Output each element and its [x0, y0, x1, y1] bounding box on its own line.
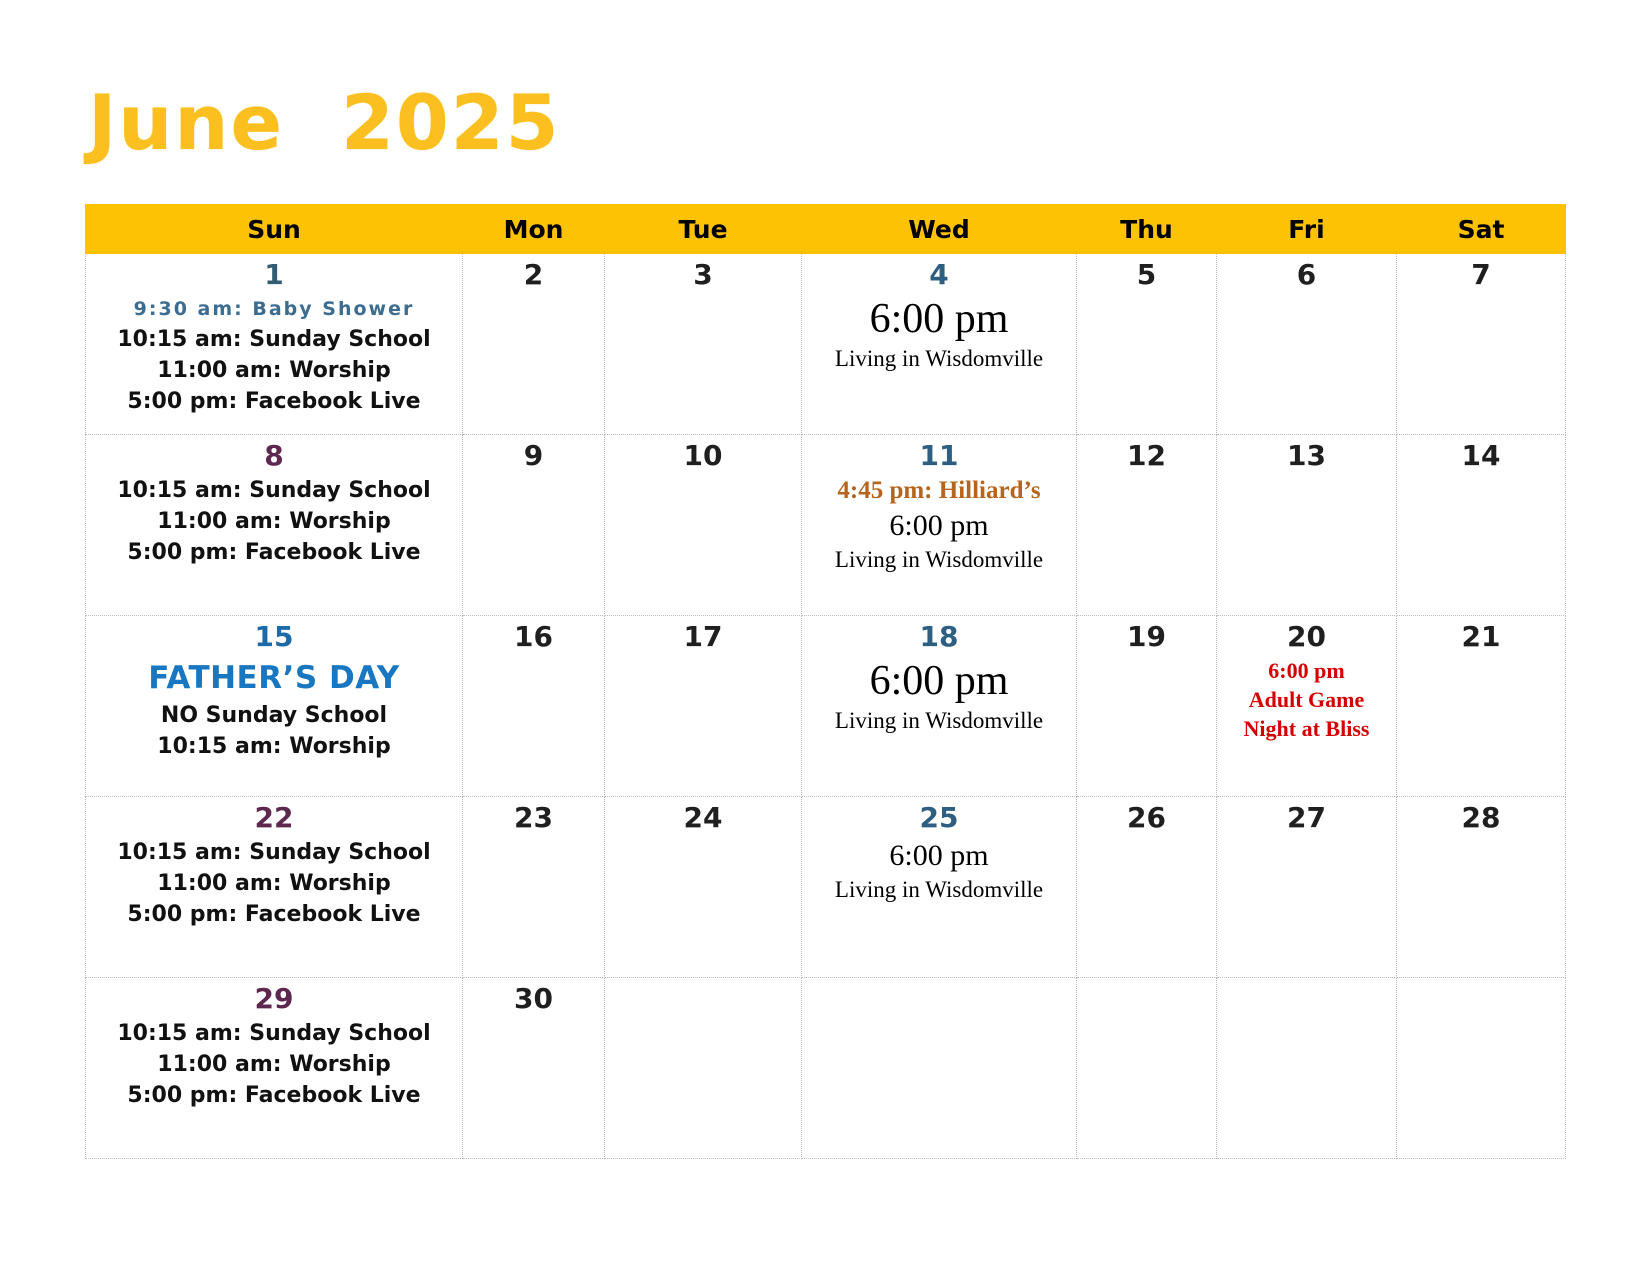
- event-item: 10:15 am: Sunday School: [117, 327, 431, 352]
- event-item: 5:00 pm: Facebook Live: [127, 902, 421, 927]
- calendar-day-cell-27[interactable]: [1217, 797, 1397, 978]
- day-number: 12: [1127, 439, 1166, 472]
- calendar-day-cell-empty: [1077, 978, 1217, 1159]
- calendar-week-row: [86, 254, 1566, 435]
- calendar-day-cell-empty: [802, 978, 1077, 1159]
- event-item: 10:15 am: Sunday School: [117, 1021, 431, 1046]
- calendar-day-cell-20[interactable]: [1217, 616, 1397, 797]
- day-number: 19: [1127, 620, 1166, 653]
- event-item: Night at Bliss: [1243, 716, 1370, 741]
- day-number: 21: [1461, 620, 1501, 653]
- calendar-day-cell-18[interactable]: [802, 616, 1077, 797]
- calendar-day-cell-16[interactable]: [463, 616, 605, 797]
- calendar-day-cell-2[interactable]: [463, 254, 605, 435]
- event-item: 11:00 am: Worship: [157, 871, 391, 896]
- event-item: Living in Wisdomville: [834, 346, 1044, 371]
- day-number: 18: [919, 620, 959, 653]
- weekday-header-sat: Sat: [1397, 205, 1566, 254]
- day-number: 28: [1461, 801, 1501, 834]
- calendar-day-cell-22[interactable]: [86, 797, 463, 978]
- weekday-header-fri: Fri: [1217, 205, 1397, 254]
- calendar-day-cell-empty: [605, 978, 802, 1159]
- day-number: 15: [254, 620, 294, 653]
- day-number: 11: [919, 439, 959, 472]
- event-item: 11:00 am: Worship: [157, 509, 391, 534]
- event-item: 10:15 am: Sunday School: [117, 478, 431, 503]
- day-number: 14: [1461, 439, 1501, 472]
- calendar-day-cell-10[interactable]: [605, 435, 802, 616]
- calendar-day-cell-1[interactable]: [86, 254, 463, 435]
- weekday-header-row: [86, 205, 1566, 254]
- event-item: 6:00 pm: [869, 658, 1009, 704]
- weekday-header-wed: Wed: [802, 205, 1077, 254]
- day-number: 26: [1127, 801, 1166, 834]
- calendar-day-cell-8[interactable]: [86, 435, 463, 616]
- page-title: June 2025: [88, 78, 561, 167]
- calendar-day-cell-17[interactable]: [605, 616, 802, 797]
- day-number: 13: [1287, 439, 1326, 472]
- day-number: 30: [514, 982, 553, 1015]
- day-number: 20: [1287, 620, 1326, 653]
- day-number: 7: [1471, 258, 1491, 291]
- event-item: 5:00 pm: Facebook Live: [127, 540, 421, 565]
- day-number: 9: [523, 439, 544, 472]
- calendar-day-cell-7[interactable]: [1397, 254, 1566, 435]
- calendar-week-row: [86, 978, 1566, 1159]
- day-number: 23: [514, 801, 553, 834]
- event-item: 11:00 am: Worship: [157, 1052, 391, 1077]
- event-item: Living in Wisdomville: [834, 708, 1044, 733]
- day-number: 8: [264, 439, 284, 472]
- calendar-day-cell-3[interactable]: [605, 254, 802, 435]
- weekday-header-mon: Mon: [463, 205, 605, 254]
- calendar-day-cell-21[interactable]: [1397, 616, 1566, 797]
- calendar-day-cell-24[interactable]: [605, 797, 802, 978]
- day-number: 29: [254, 982, 294, 1015]
- event-item: 6:00 pm: [1268, 658, 1345, 683]
- event-item: 6:00 pm: [889, 509, 989, 542]
- event-item: 11:00 am: Worship: [157, 358, 391, 383]
- calendar-day-cell-29[interactable]: [86, 978, 463, 1159]
- event-item: NO Sunday School: [160, 703, 388, 728]
- calendar-day-cell-13[interactable]: [1217, 435, 1397, 616]
- event-item: 5:00 pm: Facebook Live: [127, 389, 421, 414]
- day-number: 17: [683, 620, 723, 653]
- day-events: [1221, 656, 1392, 743]
- calendar-day-cell-14[interactable]: [1397, 435, 1566, 616]
- calendar-day-cell-30[interactable]: [463, 978, 605, 1159]
- calendar-day-cell-15[interactable]: [86, 616, 463, 797]
- calendar-week-row: [86, 616, 1566, 797]
- day-events: [90, 1018, 458, 1111]
- calendar-day-cell-4[interactable]: [802, 254, 1077, 435]
- calendar-day-cell-6[interactable]: [1217, 254, 1397, 435]
- day-number: 1: [264, 258, 284, 291]
- event-item: 6:00 pm: [889, 839, 989, 872]
- day-number: 5: [1136, 258, 1157, 291]
- calendar-day-cell-empty: [1397, 978, 1566, 1159]
- weekday-header-sun: Sun: [86, 205, 463, 254]
- event-item: 10:15 am: Worship: [157, 734, 391, 759]
- event-item: 9:30 am: Baby Shower: [133, 298, 415, 320]
- day-number: 3: [693, 258, 713, 291]
- event-item: Adult Game: [1248, 687, 1365, 712]
- calendar-week-row: [86, 435, 1566, 616]
- weekday-header-tue: Tue: [605, 205, 802, 254]
- calendar-day-cell-26[interactable]: [1077, 797, 1217, 978]
- day-number: 10: [683, 439, 723, 472]
- event-item: 10:15 am: Sunday School: [117, 840, 431, 865]
- day-events: [90, 837, 458, 930]
- event-item: 6:00 pm: [869, 296, 1009, 342]
- day-number: 16: [514, 620, 553, 653]
- event-item: 4:45 pm: Hilliard’s: [837, 477, 1041, 504]
- event-item: FATHER’S DAY: [148, 660, 400, 696]
- calendar-day-cell-25[interactable]: [802, 797, 1077, 978]
- day-number: 22: [254, 801, 294, 834]
- month-calendar: [85, 204, 1566, 1159]
- calendar-day-cell-23[interactable]: [463, 797, 605, 978]
- calendar-day-cell-5[interactable]: [1077, 254, 1217, 435]
- day-number: 27: [1287, 801, 1326, 834]
- calendar-day-cell-28[interactable]: [1397, 797, 1566, 978]
- event-item: Living in Wisdomville: [834, 547, 1044, 572]
- calendar-day-cell-19[interactable]: [1077, 616, 1217, 797]
- calendar-day-cell-9[interactable]: [463, 435, 605, 616]
- day-events: [806, 656, 1072, 736]
- day-events: [806, 475, 1072, 575]
- calendar-body: [86, 254, 1566, 1159]
- day-number: 24: [683, 801, 723, 834]
- event-item: 5:00 pm: Facebook Live: [127, 1083, 421, 1108]
- day-number: 25: [919, 801, 959, 834]
- day-events: [806, 294, 1072, 374]
- day-number: 2: [523, 258, 544, 291]
- day-events: [90, 475, 458, 568]
- day-number: 4: [929, 258, 949, 291]
- day-events: [806, 837, 1072, 905]
- calendar-day-cell-12[interactable]: [1077, 435, 1217, 616]
- day-events: [90, 294, 458, 417]
- weekday-header-thu: Thu: [1077, 205, 1217, 254]
- event-item: Living in Wisdomville: [834, 877, 1044, 902]
- day-events: [90, 656, 458, 762]
- day-number: 6: [1296, 258, 1317, 291]
- calendar-day-cell-11[interactable]: [802, 435, 1077, 616]
- calendar-week-row: [86, 797, 1566, 978]
- calendar-day-cell-empty: [1217, 978, 1397, 1159]
